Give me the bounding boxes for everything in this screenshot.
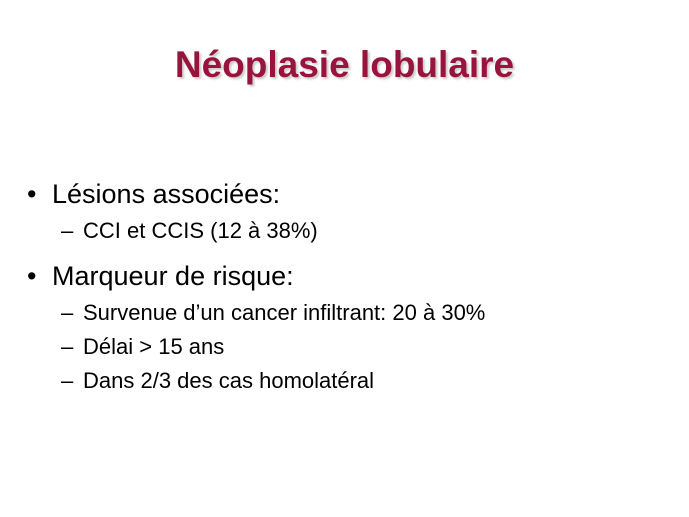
sub-list-marqueur [61,296,677,398]
dash-icon: – [61,368,74,393]
sub-item-text: Dans 2/3 des cas homolatéral [83,368,375,393]
dash-icon: – [61,218,74,243]
slide-title: Néoplasie lobulaire [174,44,515,85]
sub-item [61,296,677,330]
sub-item-text: Survenue d’un cancer infiltrant: 20 à 30% [83,300,486,325]
sub-item-text: CCI et CCIS (12 à 38%) [83,218,318,243]
sub-item [61,330,677,364]
bullet-text: Marqueur de risque: [52,261,294,291]
dash-icon: – [61,334,74,359]
sub-item [61,364,677,398]
sub-item [61,214,677,248]
bullet-icon: • [27,179,37,209]
sub-item-text: Délai > 15 ans [83,334,225,359]
sub-list-lesions [61,214,677,248]
dash-icon: – [61,300,74,325]
bullet-item-lesions [27,174,677,214]
slide-content [27,174,677,406]
bullet-item-marqueur [27,256,677,296]
bullet-text: Lésions associées: [52,179,281,209]
bullet-icon: • [27,261,37,291]
